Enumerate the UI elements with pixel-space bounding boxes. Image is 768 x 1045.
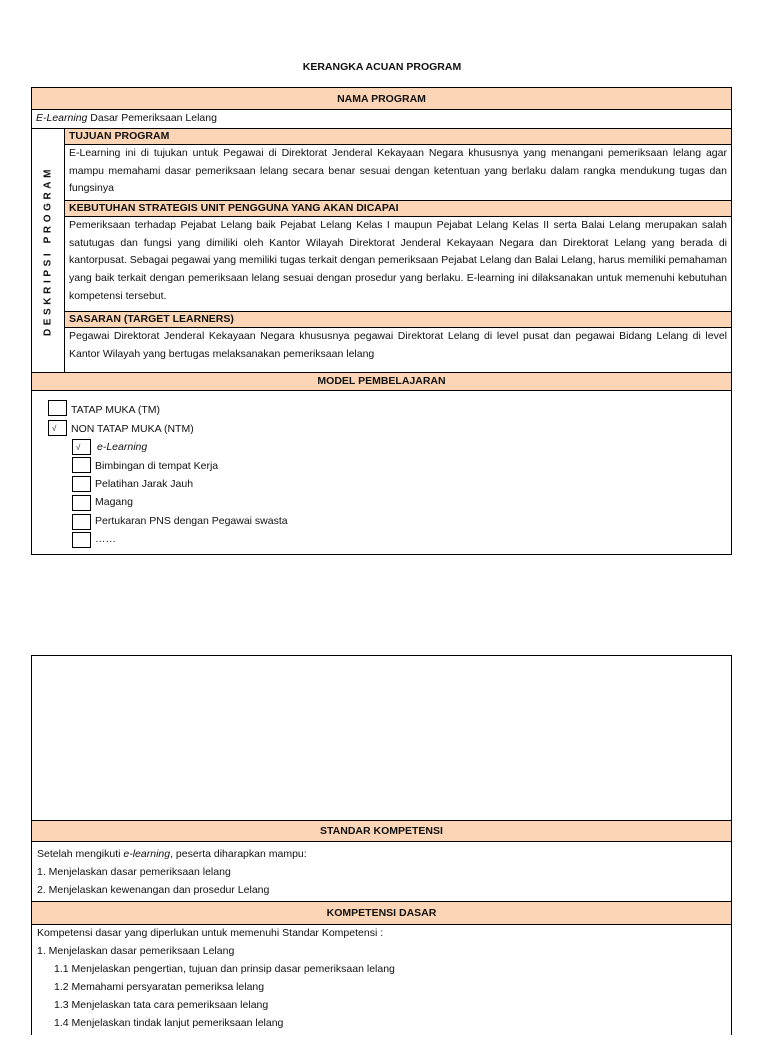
nama-program-header: NAMA PROGRAM [32, 88, 731, 110]
standar-item: 2. Menjelaskan kewenangan dan prosedur Lelang [37, 884, 270, 896]
document-title: KERANGKA ACUAN PROGRAM [302, 61, 462, 73]
lainnya-label: …… [95, 533, 116, 545]
deskripsi-section [32, 129, 731, 373]
non-tatap-muka-label: NON TATAP MUKA (NTM) [71, 423, 194, 435]
non-tatap-muka-checkbox[interactable]: √ [48, 420, 67, 436]
elearning-label: e-Learning [97, 441, 148, 453]
tatap-muka-label: TATAP MUKA (TM) [71, 404, 161, 416]
kebutuhan-heading: KEBUTUHAN STRATEGIS UNIT PENGGUNA YANG AKAN DICAPAI [65, 201, 731, 217]
tatap-muka-checkbox[interactable] [48, 400, 67, 416]
magang-checkbox[interactable] [72, 495, 91, 511]
standar-intro-italic: e-learning [123, 848, 171, 860]
pjj-checkbox[interactable] [72, 476, 91, 492]
kompetensi-subitem: 1.1 Menjelaskan pengertian, tujuan dan prinsip dasar pemeriksaan lelang [54, 963, 395, 975]
kompetensi-item: 1. Menjelaskan dasar pemeriksaan Lelang [37, 945, 235, 957]
program-name-text: Dasar Pemeriksaan Lelang [87, 112, 217, 124]
program-box-bottom [31, 655, 732, 1035]
deskripsi-label-text: DESKRIPSI PROGRAM [42, 165, 54, 336]
lainnya-checkbox[interactable] [72, 532, 91, 548]
program-box-top [31, 87, 732, 555]
kompetensi-subitem: 1.3 Menjelaskan tata cara pemeriksaan lelang [54, 999, 269, 1011]
standar-intro-post: , peserta diharapkan mampu: [170, 848, 307, 860]
kompetensi-header: KOMPETENSI DASAR [32, 902, 731, 925]
program-name-italic: E-Learning [36, 112, 88, 124]
standar-header: STANDAR KOMPETENSI [32, 821, 731, 842]
kebutuhan-text: Pemeriksaan terhadap Pejabat Lelang baik Pejabat Lelang Kelas I maupun Pejabat Lelang Kelas II serta Balai Lelang merupakan salah satutugas dan fungsi yang dimiliki oleh Kantor Wilayah Direktorat Jenderal Kekayaan Negara dan Direktorat Lelang yang berada di kantorpusat. Sebagai pegawai yang memiliki tugas terkait dengan pemeriksaan Pejabat Lelang dan Balai Lelang, harus memiliki pemahaman yang baik terkait dengan pemeriksaan lelang sesuai dengan prosedur yang berlaku. E-learning ini dilaksanakan untuk memenuhi kebutuhan kompetensi tersebut. [65, 217, 731, 312]
empty-area [32, 656, 731, 821]
sasaran-text: Pegawai Direktorat Jenderal Kekayaan Negara khususnya pegawai Direktorat Lelang di level pusat dan pegawai Bidang Lelang di level Kantor Wilayah yang bertugas melaksanakan pemeriksaan lelang [69, 330, 727, 360]
pjj-label: Pelatihan Jarak Jauh [95, 478, 194, 490]
deskripsi-content [65, 129, 731, 372]
bimbingan-checkbox[interactable] [72, 457, 91, 473]
program-name-row [32, 110, 731, 129]
standar-intro [37, 848, 307, 860]
elearning-checkbox[interactable]: √ [72, 439, 91, 455]
kompetensi-intro: Kompetensi dasar yang diperlukan untuk memenuhi Standar Kompetensi : [37, 927, 384, 939]
bimbingan-label: Bimbingan di tempat Kerja [95, 460, 219, 472]
standar-intro-pre: Setelah mengikuti [37, 848, 124, 860]
standar-item: 1. Menjelaskan dasar pemeriksaan lelang [37, 866, 231, 878]
model-options [32, 391, 731, 551]
standar-body [32, 842, 731, 902]
sasaran-heading: SASARAN (TARGET LEARNERS) [65, 312, 731, 328]
deskripsi-vertical-label [32, 129, 65, 372]
pertukaran-label: Pertukaran PNS dengan Pegawai swasta [95, 515, 288, 527]
pertukaran-checkbox[interactable] [72, 514, 91, 530]
kompetensi-subitem: 1.2 Memahami persyaratan pemeriksa lelang [54, 981, 265, 993]
magang-label: Magang [95, 496, 133, 508]
model-header: MODEL PEMBELAJARAN [32, 373, 731, 391]
kompetensi-body [32, 925, 731, 1045]
tujuan-heading: TUJUAN PROGRAM [65, 129, 731, 145]
kompetensi-subitem: 1.4 Menjelaskan tindak lanjut pemeriksaan lelang [54, 1017, 284, 1029]
tujuan-text: E-Learning ini di tujukan untuk Pegawai di Direktorat Jenderal Kekayaan Negara khususnya yang menangani pemeriksaan lelang agar mampu memahami dasar pemeriksaan lelang secara benar sesuai dengan ketentuan yang berlaku dalam rangka mendukung tugas dan fungsinya [65, 145, 731, 201]
